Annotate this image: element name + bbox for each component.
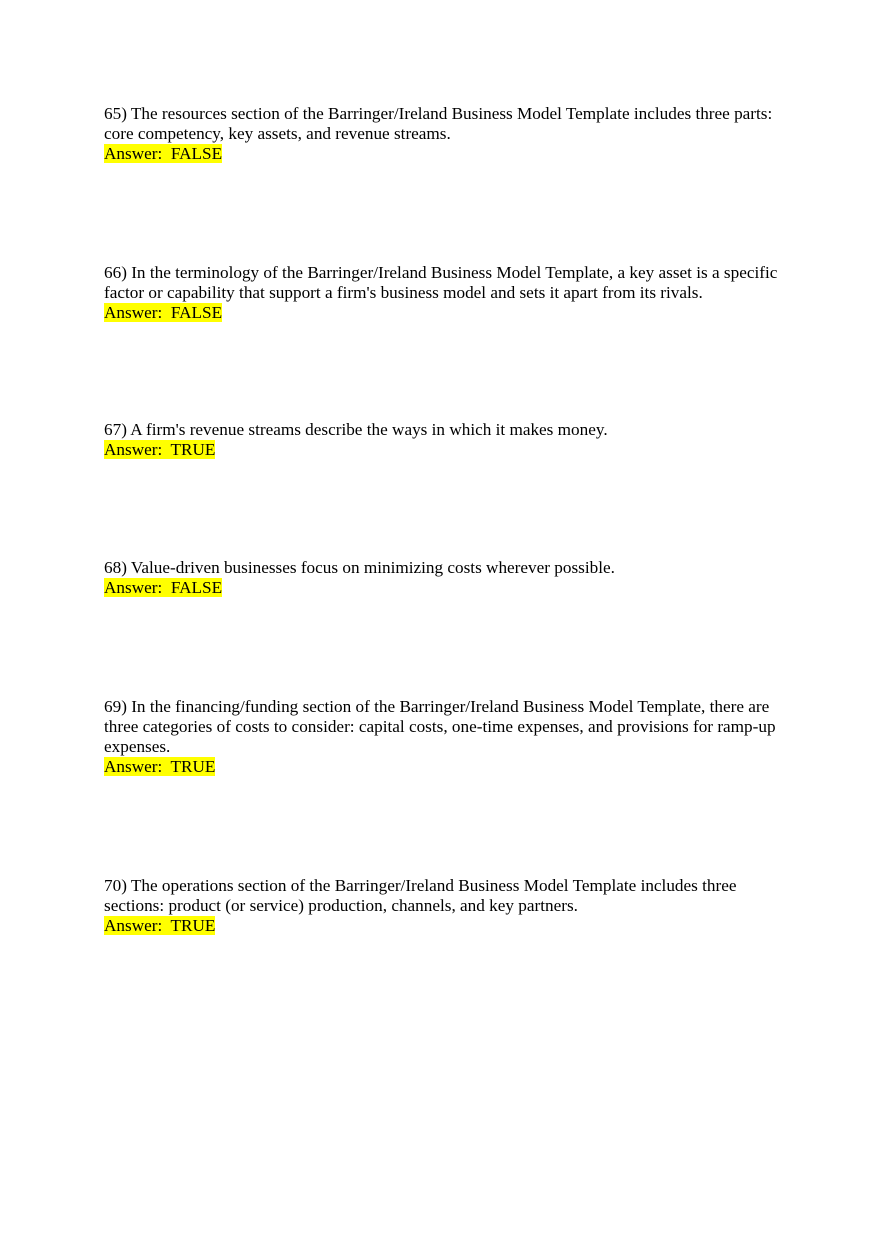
question-item [104, 697, 784, 777]
question-text: 67) A firm's revenue streams describe the ways in which it makes money. [104, 420, 608, 439]
answer-text: Answer: TRUE [104, 440, 216, 459]
answer-text: Answer: FALSE [104, 578, 223, 597]
question-item [104, 876, 784, 936]
question-item [104, 263, 784, 323]
question-item [104, 558, 784, 598]
question-item [104, 420, 784, 460]
question-text: 66) In the terminology of the Barringer/Ireland Business Model Template, a key asset is a specific factor or capability that support a firm's business model and sets it apart from its rivals. [104, 263, 778, 302]
answer-text: Answer: FALSE [104, 144, 223, 163]
question-text: 65) The resources section of the Barringer/Ireland Business Model Template includes three parts: core competency, key assets, and revenue streams. [104, 104, 773, 143]
question-text: 69) In the financing/funding section of the Barringer/Ireland Business Model Template, there are three categories of costs to consider: capital costs, one-time expenses, and provisions for ramp-up expenses. [104, 697, 776, 756]
answer-text: Answer: TRUE [104, 757, 216, 776]
answer-text: Answer: FALSE [104, 303, 223, 322]
question-text: 70) The operations section of the Barringer/Ireland Business Model Template includes three sections: product (or service) production, channels, and key partners. [104, 876, 737, 915]
question-item [104, 104, 784, 164]
answer-text: Answer: TRUE [104, 916, 216, 935]
question-text: 68) Value-driven businesses focus on minimizing costs wherever possible. [104, 558, 615, 577]
